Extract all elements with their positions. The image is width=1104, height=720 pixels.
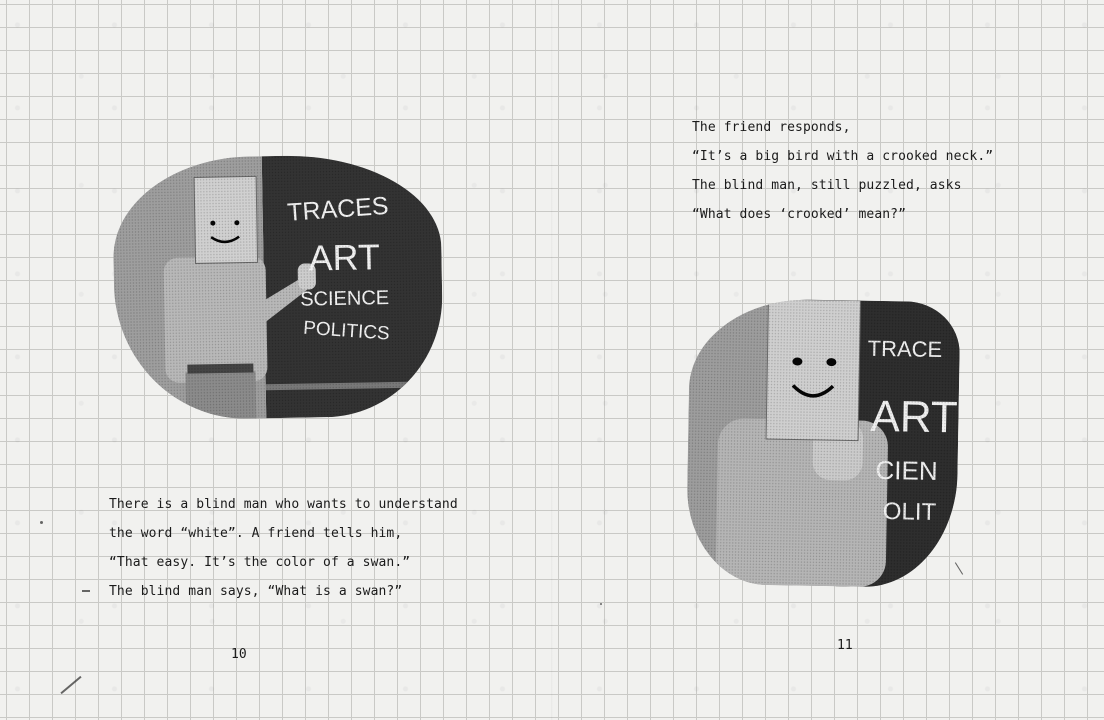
arrow-mark-icon xyxy=(82,590,90,592)
paragraph-line: The blind man, still puzzled, asks xyxy=(692,178,962,193)
paragraph-line: “What does ‘crooked’ mean?” xyxy=(692,207,907,222)
paragraph-line: the word “white”. A friend tells him, xyxy=(109,526,403,541)
left-page-paragraph xyxy=(109,490,458,606)
photo-illustration xyxy=(686,298,961,589)
photo-bag-head-man-chalkboard xyxy=(112,153,445,421)
right-page-paragraph xyxy=(692,113,993,229)
tick-mark-icon xyxy=(955,562,963,574)
paragraph-line: The friend responds, xyxy=(692,120,851,135)
paragraph-line: “That easy. It’s the color of a swan.” xyxy=(109,555,411,570)
dot-mark-icon xyxy=(40,521,43,524)
photo-bag-head-man-closeup xyxy=(686,298,961,589)
page-number-right: 11 xyxy=(837,638,853,653)
dot-mark-icon xyxy=(600,603,602,605)
pencil-mark-icon xyxy=(60,676,81,694)
page-number-left: 10 xyxy=(231,647,247,662)
paragraph-line: “It’s a big bird with a crooked neck.” xyxy=(692,149,994,164)
paragraph-line: There is a blind man who wants to understand xyxy=(109,497,458,512)
paragraph-line: The blind man says, “What is a swan?” xyxy=(109,584,403,599)
photo-illustration xyxy=(112,153,445,421)
page-gutter xyxy=(551,0,553,720)
